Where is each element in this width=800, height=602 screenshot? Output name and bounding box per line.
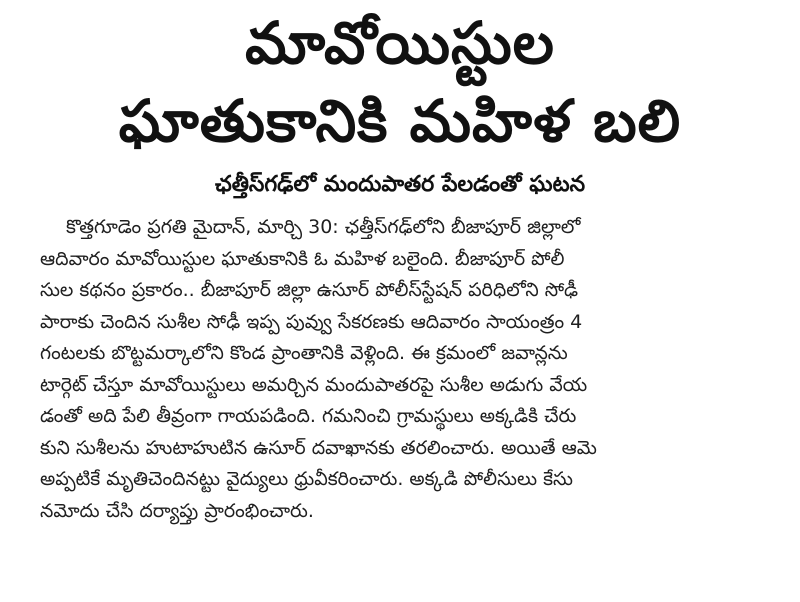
body-line-1: కొత్తగూడెం ప్రగతి మైదాన్, మార్చి 30: ఛత్తీస్‌గఢ్‌లోని బీజాపూర్ జిల్లాలో	[66, 216, 581, 238]
headline-line-2: ఘాతుకానికి మహిళ బలి	[118, 87, 682, 155]
body-line-7: డంతో అది పేలి తీవ్రంగా గాయపడింది. గమనించి గ్రామస్థులు అక్కడికి చేరు	[40, 405, 577, 427]
subheadline: ఛత్తీస్‌గఢ్‌లో మందుపాతర పేలడంతో ఘటన	[214, 172, 586, 197]
article-body	[40, 212, 760, 527]
body-line-4: పారాకు చెందిన సుశీల సోఢీ ఇప్ప పువ్వు సేకరణకు ఆదివారం సాయంత్రం 4	[40, 310, 583, 333]
body-line-8: కుని సుశీలను హుటాహుటిన ఉసూర్ దవాఖానకు తరలించారు. అయితే ఆమె	[40, 436, 597, 459]
body-line-10: నమోదు చేసి దర్యాప్తు ప్రారంభించారు.	[40, 499, 314, 522]
body-line-9: అప్పటికే మృతిచెందినట్టు వైద్యులు ధ్రువీకరించారు. అక్కడి పోలీసులు కేసు	[40, 468, 573, 490]
headline-line-1: మావోయిస్టుల	[245, 9, 555, 77]
body-line-3: సుల కథనం ప్రకారం.. బీజాపూర్ జిల్లా ఉసూర్ పోలీస్‌స్టేషన్ పరిధిలోని సోఢీ	[40, 279, 579, 301]
headline	[40, 4, 760, 160]
body-line-2: ఆదివారం మావోయిస్టుల ఘాతుకానికి ఓ మహిళ బలైంది. బీజాపూర్ పోలీ	[40, 247, 565, 270]
body-line-5: గంటలకు బొట్టమర్కాలోని కొండ ప్రాంతానికి వెళ్లింది. ఈ క్రమంలో జవాన్లను	[40, 342, 568, 364]
body-line-6: టార్గెట్ చేస్తూ మావోయిస్టులు అమర్చిన మందుపాతరపై సుశీల అడుగు వేయ	[40, 373, 588, 396]
